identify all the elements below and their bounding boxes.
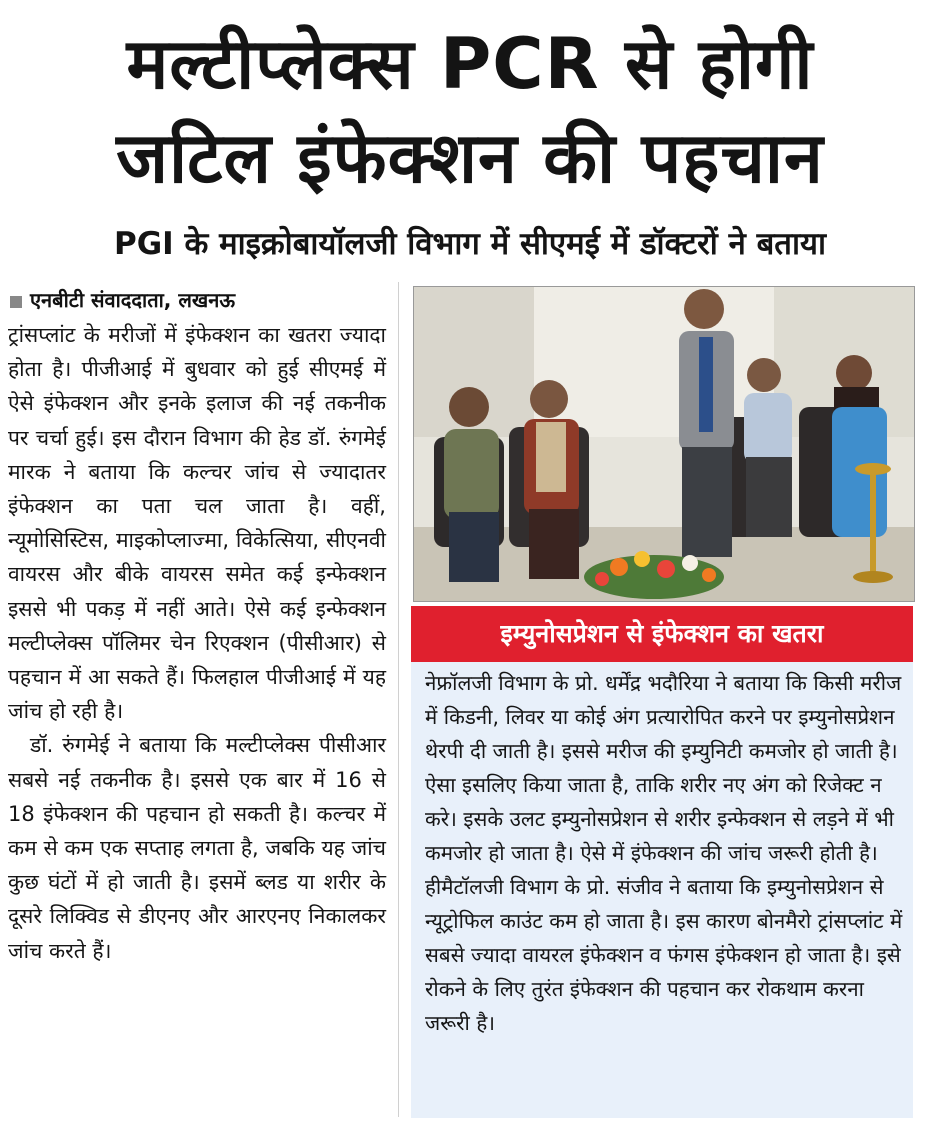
byline <box>10 286 390 314</box>
article-paragraph-1: ट्रांसप्लांट के मरीजों में इंफेक्शन का खतरा ज्यादा होता है। पीजीआई में बुधवार को हुई सीएमई में ऐसे इंफेक्शन और इनके इलाज की नई तकनीक पर चर्चा हुई। इस दौरान विभाग की हेड डॉ. रुंगमेई मारक ने बताया कि कल्चर जांच से ज्यादातर इंफेक्शन का पता चल जाता है। वहीं, न्यूमोसिस्टिस, माइकोप्लाज्मा, विकेत्सिया, सीएनवी वायरस और बीके वायरस समेत कई इन्फेक्शन इससे भी पकड़ में नहीं आते। ऐसे कई इन्फेक्शन मल्टीप्लेक्स पॉलिमर चेन रिएक्शन (पीसीआर) से पहचान में आ सकते हैं। फिलहाल पीजीआई में यह जांच हो रही है। <box>8 323 386 724</box>
byline-text: एनबीटी संवाददाता, लखनऊ <box>30 288 236 312</box>
article-paragraph-2: डॉ. रुंगमेई ने बताया कि मल्टीप्लेक्स पीसीआर सबसे नई तकनीक है। इससे एक बार में 16 से 18 इंफेक्शन की पहचान हो सकती है। कल्चर में कम से कम एक सप्ताह लगता है, जबकि यह जांच कुछ घंटों में हो जाती है। इसमें ब्लड या शरीर के दूसरे लिक्विड से डीएनए और आरएनए निकालकर जांच करते हैं। <box>8 733 386 963</box>
subheadline: PGI के माइक्रोबायॉलजी विभाग में सीएमई में डॉक्टरों ने बताया <box>113 226 826 262</box>
headline-line-2: जटिल इंफेक्शन की पहचान <box>116 117 824 199</box>
sidebar-heading: इम्युनोसप्रेशन से इंफेक्शन का खतरा <box>411 606 913 662</box>
square-bullet-icon <box>10 296 22 308</box>
sidebar-text: नेफ्रॉलजी विभाग के प्रो. धर्मेंद्र भदौरिया ने बताया कि किसी मरीज में किडनी, लिवर या कोई अंग प्रत्यारोपित करने पर इम्युनोसप्रेशन थेरपी दी जाती है। इससे मरीज की इम्युनिटी कमजोर हो जाती है। ऐसा इसलिए किया जाता है, ताकि शरीर नए अंग को रिजेक्ट न करे। इसके उलट इम्युनोसप्रेशन से शरीर इन्फेक्शन से लड़ने में भी कमजोर हो जाता है। ऐसे में इंफेक्शन की जांच जरूरी होती है। हीमैटॉलजी विभाग के प्रो. संजीव ने बताया कि इम्युनोसप्रेशन से न्यूट्रोफिल काउंट कम हो जाता है। इस कारण बोनमैरो ट्रांसप्लांट में सबसे ज्यादा वायरल इंफेक्शन व फंगस इंफेक्शन हो जाता है। इसे रोकने के लिए तुरंत इंफेक्शन की पहचान कर रोकथाम करना जरूरी है। <box>425 671 903 1035</box>
headline-line-1: मल्टीप्लेक्स PCR से होगी <box>126 23 814 105</box>
event-photo <box>413 286 915 602</box>
event-photo-illustration <box>414 287 914 601</box>
column-divider <box>398 282 399 1117</box>
article-body <box>8 318 386 1118</box>
sidebar-box <box>411 606 913 1118</box>
